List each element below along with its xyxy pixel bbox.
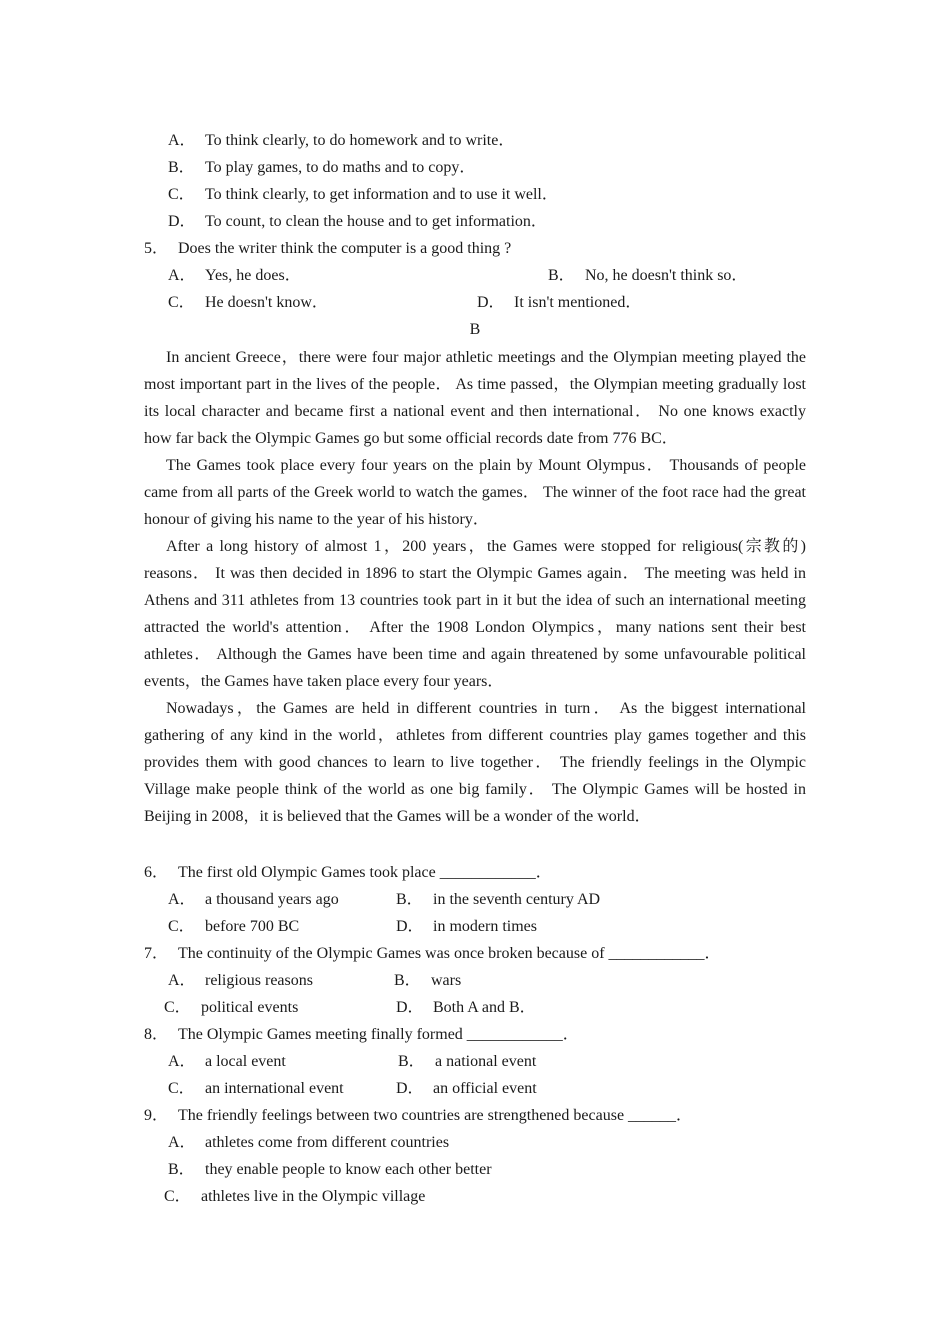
q7-option-b <box>394 971 461 991</box>
passage-paragraph: After a long history of almost 1，200 years，the Games were stopped for religious(宗教的) reasons． It was then decided in 1896 to start the Olympic Games again． The meeting was held in Athens and 311 athletes from 13 countries took part in it but the idea of such an international meeting attracted the world's attention． After the 1908 London Olympics，many nations sent their best athletes． Although the Games have been time and again threatened by some unfavourable political events，the Games have taken place every four years． <box>144 538 806 690</box>
option-text: He doesn't know． <box>205 294 328 311</box>
option-label: C． <box>168 186 195 203</box>
option-label: B． <box>168 159 195 176</box>
question-6 <box>144 863 552 883</box>
q7-option-c <box>164 998 298 1018</box>
option-label: A． <box>168 1053 196 1070</box>
option-text: in modern times <box>433 918 537 935</box>
passage-paragraph: Nowadays，the Games are held in different countries in turn． As the biggest international gathering of any kind in the world，athletes from different countries play games together and this provides them with good chances to learn to live together． The friendly feelings in the Olympic Village make people think of the world as one big family． The Olympic Games will be hosted in Beijing in 2008，it is believed that the Games will be a wonder of the world． <box>144 700 806 825</box>
option-label: D． <box>396 918 424 935</box>
option-text: before 700 BC <box>205 918 300 935</box>
option-text: It isn't mentioned． <box>514 294 642 311</box>
q8-option-d <box>396 1079 537 1099</box>
option-label: A． <box>168 891 196 908</box>
option-label: D． <box>477 294 505 311</box>
question-text: The continuity of the Olympic Games was once broken because of ____________． <box>178 945 721 962</box>
option-label: B． <box>168 1161 195 1178</box>
option-text: a national event <box>435 1053 537 1070</box>
q7-option-d <box>396 998 536 1018</box>
question-number: 5． <box>144 240 169 257</box>
q5-option-a <box>168 266 301 286</box>
option-text: religious reasons <box>205 972 313 989</box>
option-label: A． <box>168 972 196 989</box>
q9-option-a <box>168 1133 449 1153</box>
question-5 <box>144 239 511 259</box>
q5-option-b <box>548 266 747 286</box>
section-title: B <box>469 321 481 338</box>
q4-option-c <box>168 185 558 205</box>
option-text: political events <box>201 999 299 1016</box>
option-text: an international event <box>205 1080 344 1097</box>
q6-option-b <box>396 890 600 910</box>
passage-paragraph: In ancient Greece，there were four major athletic meetings and the Olympian meeting played the most important part in the lives of the people． As time passed，the Olympian meeting gradually lost its local character and became first a national event and then international． No one knows exactly how far back the Olympic Games go but some official records date from 776 BC． <box>144 349 806 447</box>
q7-option-a <box>168 971 313 991</box>
option-text: athletes live in the Olympic village <box>201 1188 426 1205</box>
option-label: B． <box>394 972 421 989</box>
reading-passage <box>144 344 806 830</box>
option-label: D． <box>396 999 424 1016</box>
option-label: A． <box>168 132 196 149</box>
option-text: To think clearly, to do homework and to write． <box>205 132 515 149</box>
option-text: wars <box>431 972 462 989</box>
option-label: A． <box>168 267 196 284</box>
q9-option-b <box>168 1160 492 1180</box>
question-7 <box>144 944 721 964</box>
option-label: B． <box>548 267 575 284</box>
passage-paragraph: The Games took place every four years on the plain by Mount Olympus． Thousands of people came from all parts of the Greek world to watch the games． The winner of the foot race had the great honour of giving his name to the year of his history． <box>144 457 806 528</box>
q8-option-a <box>168 1052 286 1072</box>
option-text: athletes come from different countries <box>205 1134 450 1151</box>
option-text: To think clearly, to get information and to use it well． <box>205 186 558 203</box>
option-text: they enable people to know each other better <box>205 1161 492 1178</box>
question-text: Does the writer think the computer is a good thing ? <box>178 240 512 257</box>
option-label: D． <box>396 1080 424 1097</box>
q6-option-d <box>396 917 537 937</box>
option-label: D． <box>168 213 196 230</box>
q4-option-d <box>168 212 547 232</box>
question-number: 8． <box>144 1026 169 1043</box>
question-number: 9． <box>144 1107 169 1124</box>
option-text: To play games, to do maths and to copy． <box>205 159 476 176</box>
option-text: No, he doesn't think so． <box>585 267 748 284</box>
question-9 <box>144 1106 692 1126</box>
option-label: A． <box>168 1134 196 1151</box>
option-text: a thousand years ago <box>205 891 339 908</box>
option-text: a local event <box>205 1053 286 1070</box>
q9-option-c <box>164 1187 425 1207</box>
option-text: To count, to clean the house and to get information． <box>205 213 547 230</box>
option-label: B． <box>398 1053 425 1070</box>
option-label: C． <box>168 1080 195 1097</box>
option-label: C． <box>168 918 195 935</box>
q5-option-d <box>477 293 641 313</box>
q8-option-b <box>398 1052 536 1072</box>
q5-option-c <box>168 293 328 313</box>
question-8 <box>144 1025 579 1045</box>
question-number: 6． <box>144 864 169 881</box>
option-text: an official event <box>433 1080 537 1097</box>
question-text: The friendly feelings between two countries are strengthened because ______． <box>178 1107 693 1124</box>
option-label: B． <box>396 891 423 908</box>
q4-option-a <box>168 131 514 151</box>
option-label: C． <box>164 1188 191 1205</box>
question-text: The Olympic Games meeting finally formed ____________． <box>178 1026 579 1043</box>
option-label: C． <box>164 999 191 1016</box>
option-label: C． <box>168 294 195 311</box>
question-text: The first old Olympic Games took place ____________． <box>178 864 552 881</box>
option-text: in the seventh century AD <box>433 891 601 908</box>
q6-option-c <box>168 917 299 937</box>
question-number: 7． <box>144 945 169 962</box>
q8-option-c <box>168 1079 344 1099</box>
option-text: Yes, he does． <box>205 267 301 284</box>
q6-option-a <box>168 890 339 910</box>
q4-option-b <box>168 158 475 178</box>
option-text: Both A and B． <box>433 999 536 1016</box>
